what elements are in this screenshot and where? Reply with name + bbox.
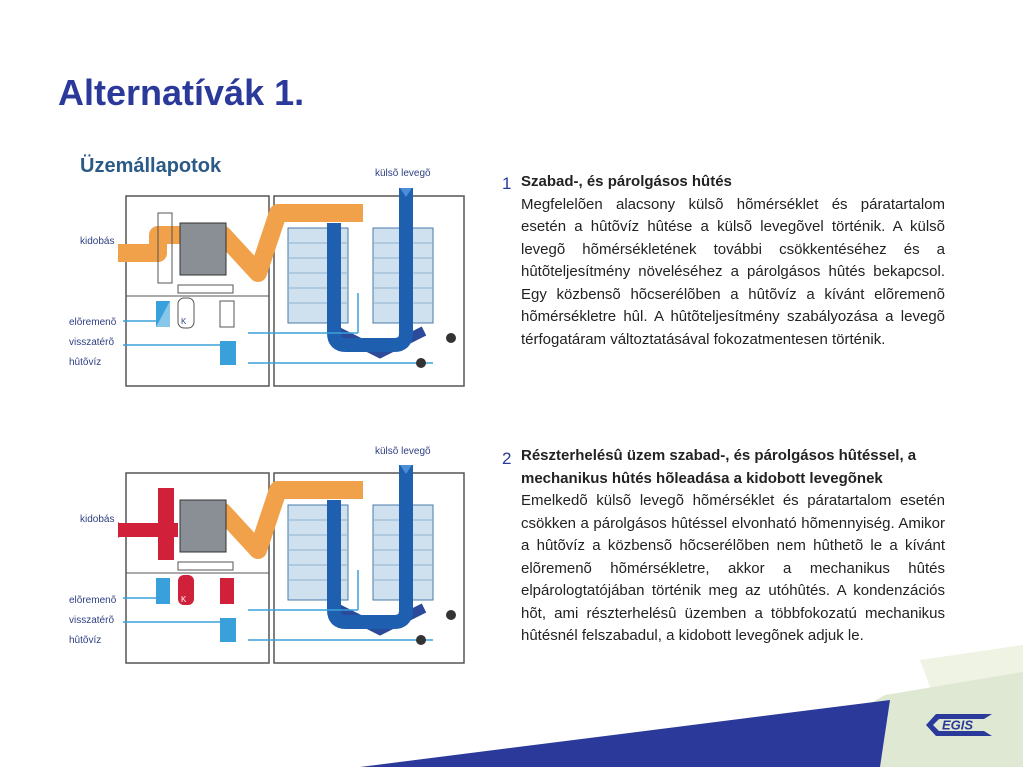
label-exhaust-2: kidobás xyxy=(80,514,115,525)
section-2-number: 2 xyxy=(502,449,512,468)
label-return-2: visszatérõ xyxy=(69,615,115,626)
section-1-number: 1 xyxy=(502,174,512,193)
label-exhaust-1: kidobás xyxy=(80,236,115,247)
label-outdoor-air-2: külsõ levegõ xyxy=(375,446,431,457)
label-supply-1: elõremenõ xyxy=(69,317,117,328)
section-1-heading: Szabad-, és párolgásos hûtés xyxy=(521,173,732,190)
section-2-heading: Részterhelésû üzem szabad-, és párolgásos hûtéssel, a mechanikus hûtés hõleadása a kidobott levegõnek xyxy=(521,447,917,487)
section-subtitle: Üzemállapotok xyxy=(80,155,222,177)
page-title: Alternatívák 1. xyxy=(58,72,305,113)
label-outdoor-air-1: külsõ levegõ xyxy=(375,168,431,179)
egis-logo xyxy=(922,708,997,742)
label-compressor-1: K xyxy=(181,317,187,326)
diagram-mode-1 xyxy=(118,183,470,388)
diagram-mode-2 xyxy=(118,460,470,665)
label-cooling-water-1: hûtõvíz xyxy=(69,357,102,368)
section-2-text xyxy=(521,445,945,648)
label-cooling-water-2: hûtõvíz xyxy=(69,635,102,646)
section-1-text xyxy=(521,171,945,351)
label-supply-2: elõremenõ xyxy=(69,595,117,606)
label-return-1: visszatérõ xyxy=(69,337,115,348)
section-1-body: Megfelelõen alacsony külsõ hõmérséklet és páratartalom esetén a hûtõvíz hûtése a külsõ levegõvel történik. A külsõ levegõ hõmérsékletének további csökkentéséhez és a hûtõteljesítmény növeléséhez a párolgásos hûtés bekapcsol. Egy közbensõ hõcserélõben a hûtõvíz a kívánt elõremenõ hõmérsékletre hûl. A hûtõteljesítmény szabályozása a levegõ térfogatáram változtatásával fokozatmentesen történik. xyxy=(521,195,945,348)
egis-logo-text: EGIS xyxy=(942,717,974,733)
section-2-body: Emelkedõ külsõ levegõ hõmérséklet és páratartalom esetén csökken a párolgásos hûtéssel elvonható hõmennyiség. Amikor a hûtõvíz a közbensõ hõcserélõben nem hûthetõ le a kívánt elõremenõ hõmérsékletre, akkor a mechanikus hûtés elpárologtatójában történik meg az utóhûtés. A kondenzációs hõt, ami részterhelésû üzemben a többfokozatú mechanikus hûtésnél felszabadul, a kidobott levegõnek adjuk le. xyxy=(521,492,945,644)
label-compressor-2: K xyxy=(181,595,187,604)
